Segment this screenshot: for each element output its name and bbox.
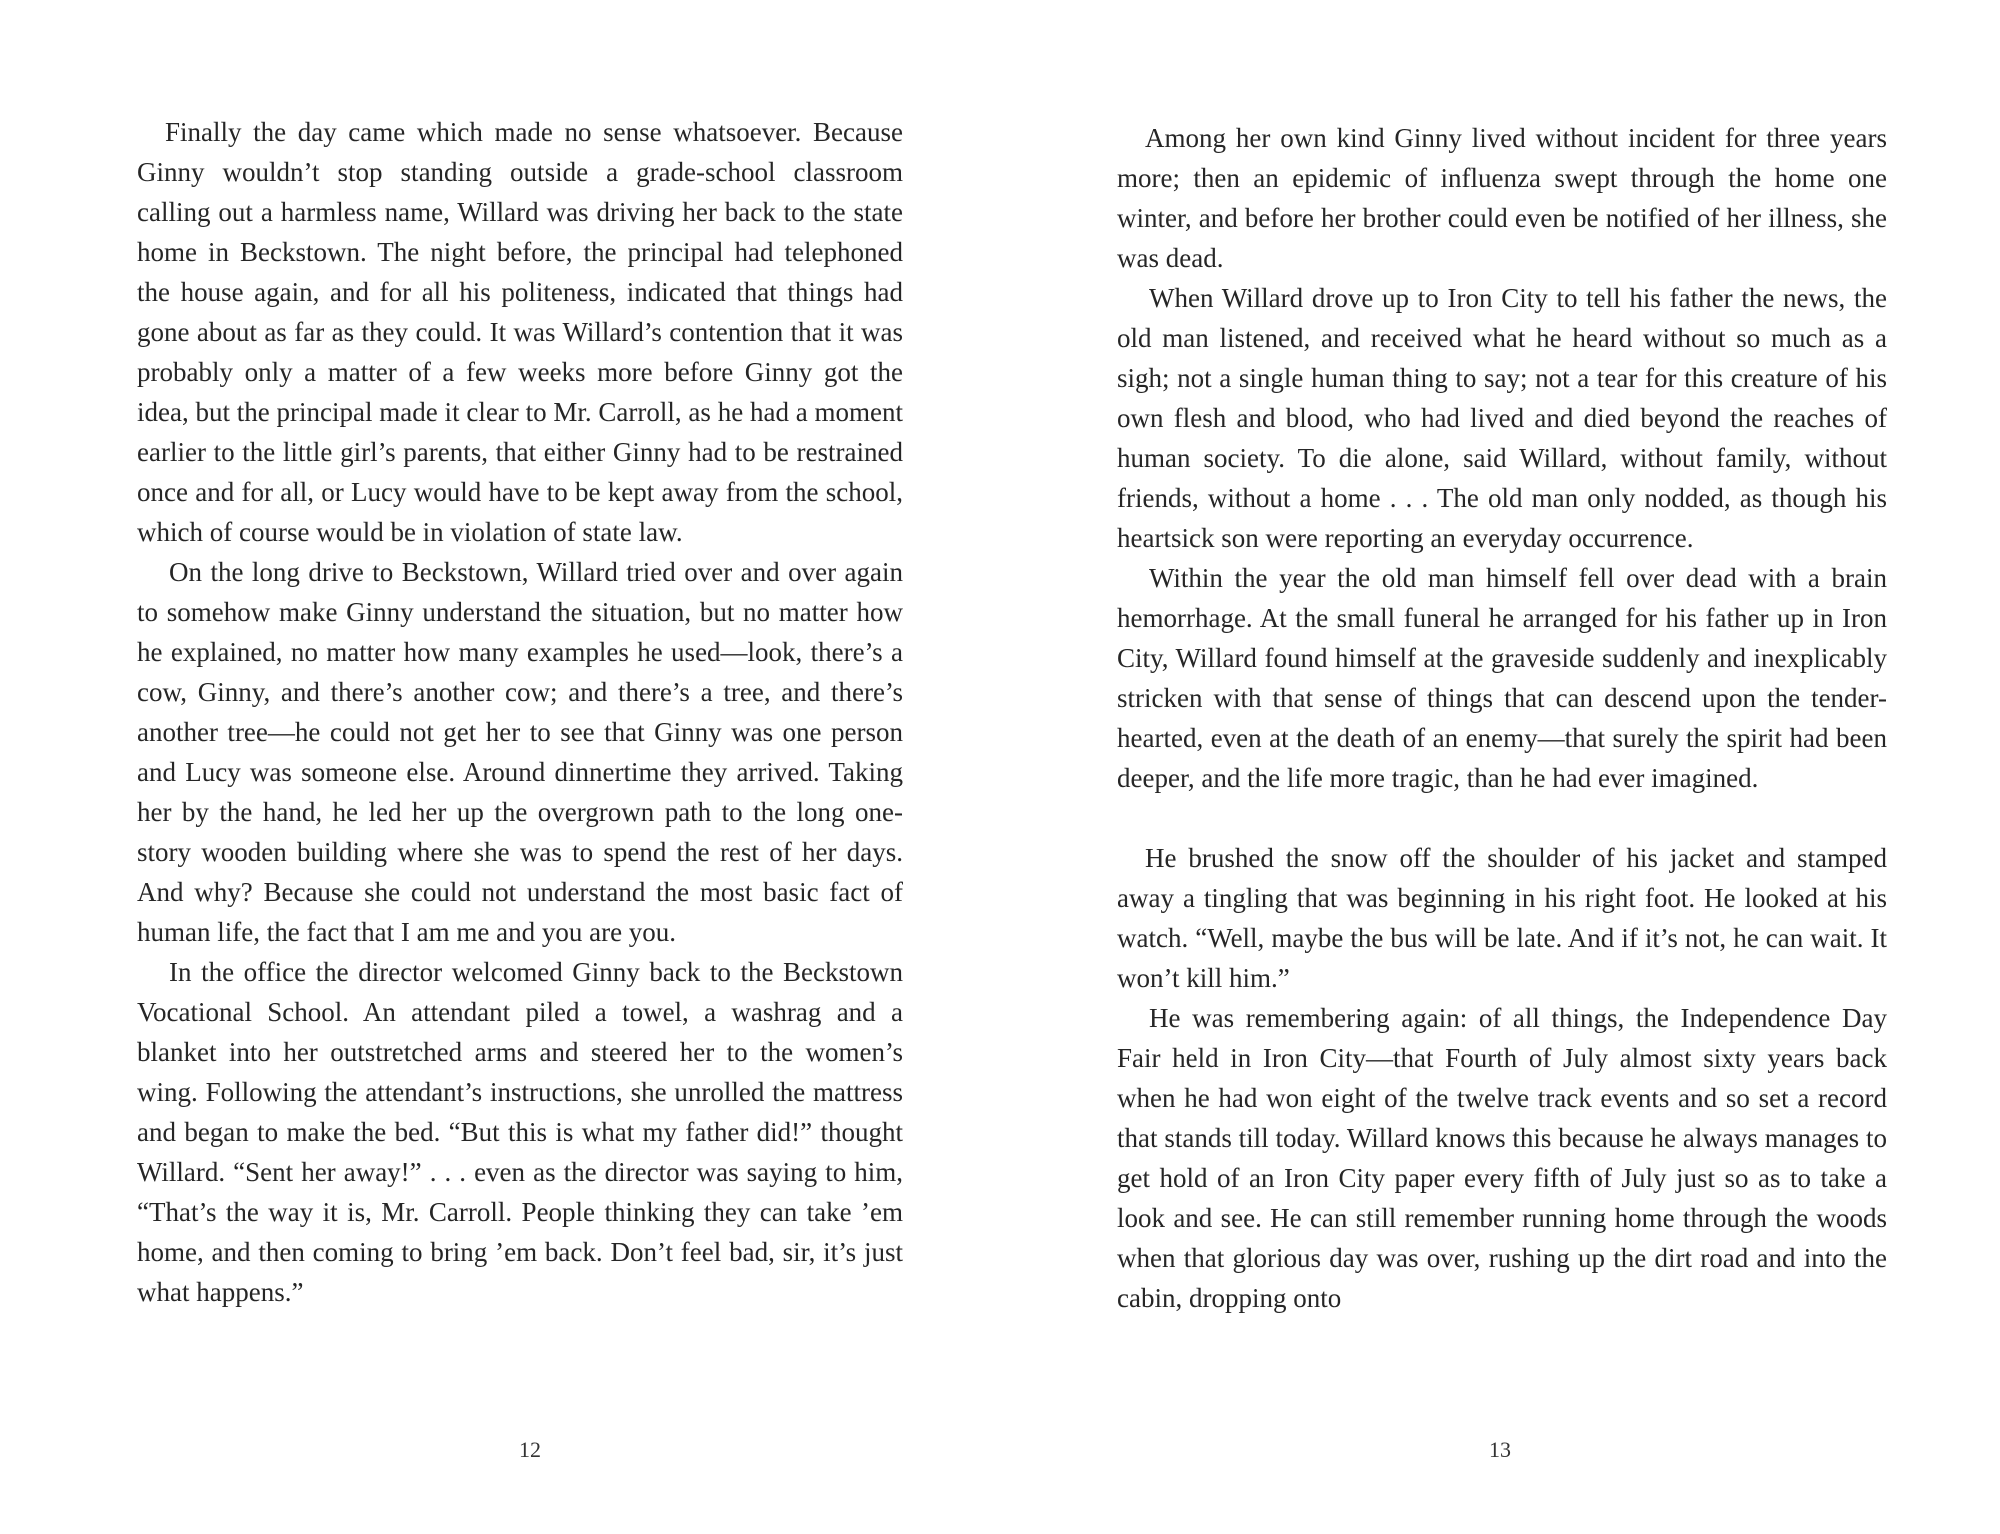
page-number: 12 [519, 1437, 541, 1462]
paragraph: Within the year the old man himself fell over dead with a brain hemorrhage. At the small funeral he arranged for his father up in Iron City, Willard found himself at the graveside suddenly and inexplicably stricken with that sense of things that can descend upon the tender-hearted, even at the death of an enemy—that surely the spirit had been deeper, and the life more tragic, than he had ever imagined. [1117, 563, 1887, 793]
paragraph: Finally the day came which made no sense whatsoever. Because Ginny wouldn’t stop standing outside a grade-school classroom calling out a harmless name, Willard was driving her back to the state home in Beckstown. The night before, the principal had telephoned the house again, and for all his politeness, indicated that things had gone about as far as they could. It was Willard’s contention that it was probably only a matter of a few weeks more before Ginny got the idea, but the principal made it clear to Mr. Carroll, as he had a moment earlier to the little girl’s parents, that either Ginny had to be restrained once and for all, or Lucy would have to be kept away from the school, which of course would be in violation of state law. [137, 117, 903, 547]
left-page-text [137, 112, 903, 1312]
section-break [1117, 798, 1887, 838]
paragraph: He was remembering again: of all things, the Independence Day Fair held in Iron City—that Fourth of July almost sixty years back when he had won eight of the twelve track events and so set a record that stands till today. Willard knows this because he always manages to get hold of an Iron City paper every fifth of July just so as to take a look and see. He can still remember running home through the woods when that glorious day was over, rushing up the dirt road and into the cabin, dropping onto [1117, 1003, 1887, 1313]
page-number: 13 [1489, 1437, 1511, 1462]
right-page-text [1117, 118, 1887, 1318]
paragraph: On the long drive to Beckstown, Willard tried over and over again to somehow make Ginny understand the situation, but no matter how he explained, no matter how many examples he used—look, there’s a cow, Ginny, and there’s another cow; and there’s a tree, and there’s another tree—he could not get her to see that Ginny was one person and Lucy was someone else. Around dinnertime they arrived. Taking her by the hand, he led her up the overgrown path to the long one-story wooden building where she was to spend the rest of her days. And why? Because she could not understand the most basic fact of human life, the fact that I am me and you are you. [137, 557, 903, 947]
paragraph: In the office the director welcomed Ginny back to the Beckstown Vocational School. An attendant piled a towel, a washrag and a blanket into her outstretched arms and steered her to the women’s wing. Following the attendant’s instructions, she unrolled the mattress and began to make the bed. “But this is what my father did!” thought Willard. “Sent her away!” . . . even as the director was saying to him, “That’s the way it is, Mr. Carroll. People thinking they can take ’em home, and then coming to bring ’em back. Don’t feel bad, sir, it’s just what happens.” [137, 957, 903, 1307]
right-page [1000, 0, 2000, 1534]
paragraph: He brushed the snow off the shoulder of his jacket and stamped away a tingling that was beginning in his right foot. He looked at his watch. “Well, maybe the bus will be late. And if it’s not, he can wait. It won’t kill him.” [1117, 843, 1887, 993]
paragraph: Among her own kind Ginny lived without incident for three years more; then an epidemic of influenza swept through the home one winter, and before her brother could even be notified of her illness, she was dead. [1117, 123, 1887, 273]
paragraph: When Willard drove up to Iron City to tell his father the news, the old man listened, and received what he heard without so much as a sigh; not a single human thing to say; not a tear for this creature of his own flesh and blood, who had lived and died beyond the reaches of human society. To die alone, said Willard, without family, without friends, without a home . . . The old man only nodded, as though his heartsick son were reporting an everyday occurrence. [1117, 283, 1887, 553]
